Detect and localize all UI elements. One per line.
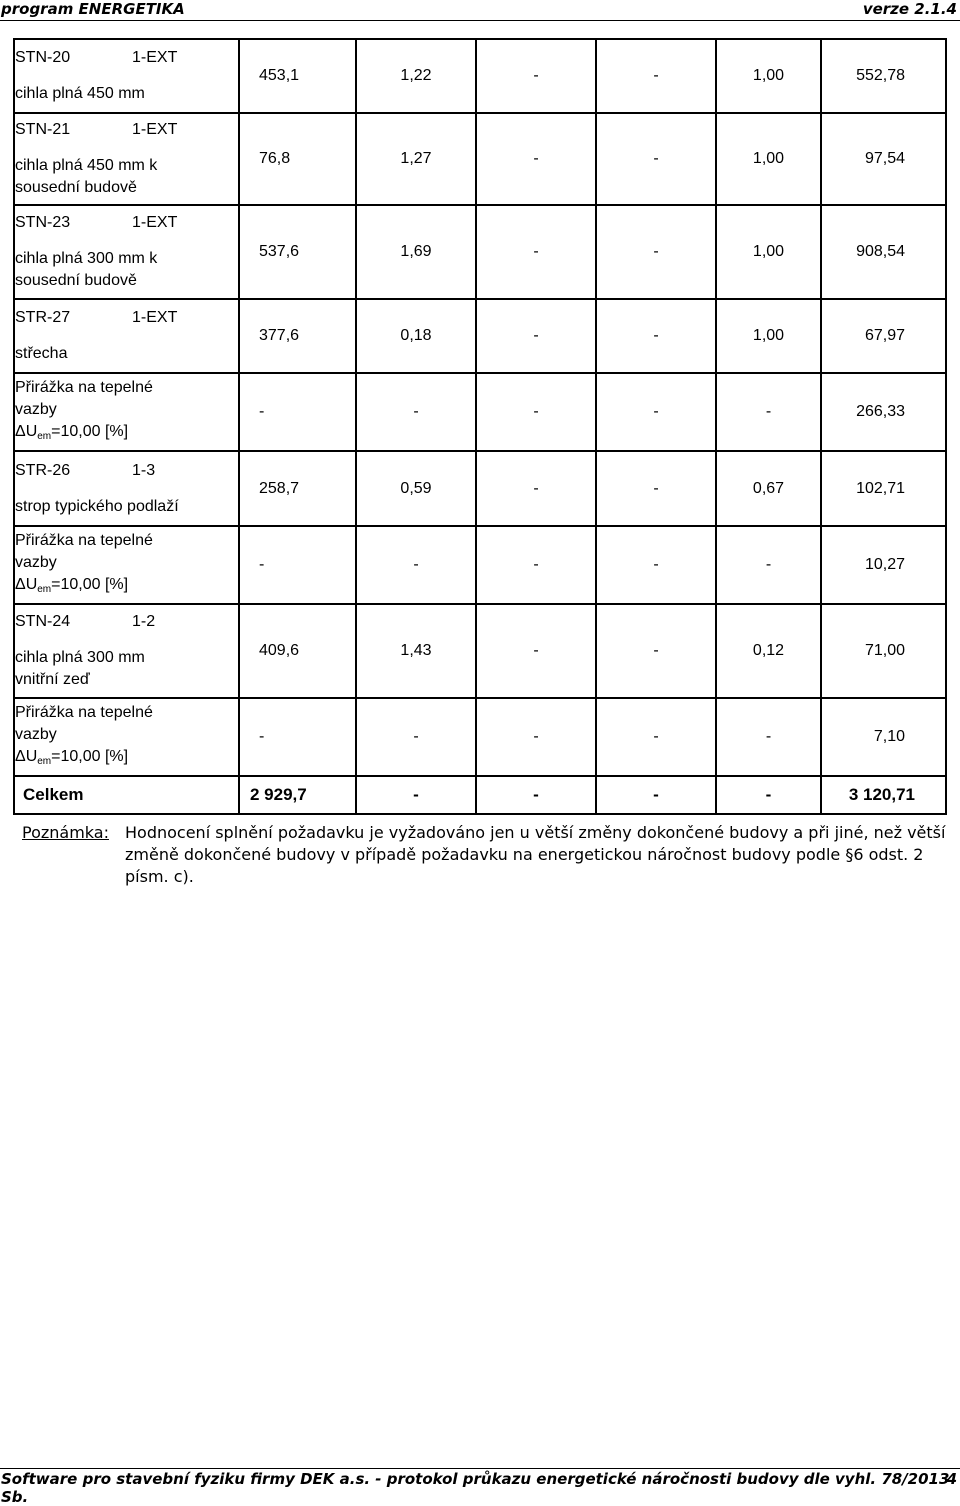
element-description: sousední budově	[15, 179, 137, 196]
element-description: strop typického podlaží	[15, 497, 179, 515]
value-cell: 908,54	[821, 205, 946, 299]
element-id-line	[15, 460, 238, 482]
value-cell: -	[476, 451, 596, 526]
element-type: 1-3	[132, 461, 156, 479]
value-cell: -	[239, 698, 356, 776]
element-id-line	[15, 47, 238, 69]
value-cell: 0,18	[356, 299, 476, 373]
element-code: STN-20	[15, 49, 71, 66]
value-cell: 7,10	[821, 698, 946, 776]
value-cell: 409,6	[239, 604, 356, 698]
total-value: -	[356, 776, 476, 814]
value-cell: -	[716, 373, 821, 451]
value-cell: 1,22	[356, 39, 476, 113]
value-cell: 552,78	[821, 39, 946, 113]
surcharge-label: Přirážka na tepelné	[15, 703, 153, 721]
delta-u-value: =10,00 [%]	[51, 747, 129, 765]
value-cell: -	[476, 39, 596, 113]
element-description: vnitřní zeď	[15, 671, 90, 688]
page-header	[0, 0, 960, 21]
value-cell: 10,27	[821, 526, 946, 604]
element-description: cihla plná 300 mm	[15, 649, 145, 666]
table-row	[14, 451, 946, 526]
program-name: program ENERGETIKA	[1, 0, 185, 18]
value-cell: -	[239, 373, 356, 451]
table-row	[14, 205, 946, 299]
element-type: 1-2	[132, 613, 156, 630]
table-row	[14, 373, 946, 451]
value-cell: -	[476, 373, 596, 451]
element-type: 1-EXT	[132, 121, 178, 138]
delta-u: ΔU	[15, 747, 38, 765]
value-cell: -	[356, 373, 476, 451]
element-cell	[14, 373, 239, 451]
table-row	[14, 39, 946, 113]
table-row	[14, 113, 946, 205]
program-version: verze 2.1.4	[862, 0, 957, 18]
value-cell: -	[596, 113, 716, 205]
surcharge-label-2: vazby	[15, 725, 57, 743]
value-cell: -	[476, 526, 596, 604]
delta-u-sub: em	[37, 583, 52, 595]
value-cell: 97,54	[821, 113, 946, 205]
value-cell: 1,00	[716, 113, 821, 205]
note-label: Poznámka:	[22, 823, 109, 842]
value-cell: -	[476, 205, 596, 299]
delta-u-sub: em	[37, 430, 52, 442]
page-footer	[0, 1468, 960, 1506]
value-cell: -	[596, 373, 716, 451]
element-cell	[14, 205, 239, 299]
footer-text: Software pro stavební fyziku firmy DEK a.s. - protokol průkazu energetické náročnosti budovy dle vyhl. 78/2013 Sb.	[1, 1470, 950, 1506]
value-cell: 1,69	[356, 205, 476, 299]
delta-u-sub: em	[37, 755, 52, 767]
value-cell: 76,8	[239, 113, 356, 205]
table-row	[14, 526, 946, 604]
value-cell: 71,00	[821, 604, 946, 698]
table-row	[14, 698, 946, 776]
note-text: Hodnocení splnění požadavku je vyžadováno jen u větší změny dokončené budovy a při jiné, než větší změně dokončené budovy v případě požadavku na energetickou náročnost budovy podle §6 odst. 2 písm. c).	[125, 823, 946, 886]
total-value: 2 929,7	[239, 776, 356, 814]
value-cell: -	[476, 698, 596, 776]
total-row	[14, 776, 946, 814]
element-description: cihla plná 450 mm	[15, 85, 145, 102]
element-cell	[14, 39, 239, 113]
surcharge-label: Přirážka na tepelné	[15, 531, 153, 549]
value-cell: 1,00	[716, 39, 821, 113]
energy-table	[13, 38, 947, 815]
total-value: 3 120,71	[821, 776, 946, 814]
delta-u-value: =10,00 [%]	[51, 422, 129, 440]
element-cell	[14, 526, 239, 604]
element-id-line	[15, 307, 238, 329]
delta-u-line	[15, 574, 238, 601]
total-value: -	[476, 776, 596, 814]
total-value: -	[596, 776, 716, 814]
value-cell: -	[716, 698, 821, 776]
note	[22, 822, 947, 888]
delta-u-line	[15, 746, 238, 773]
delta-u-line	[15, 421, 238, 448]
element-cell	[14, 604, 239, 698]
total-label: Celkem	[14, 776, 239, 814]
value-cell: 453,1	[239, 39, 356, 113]
element-code: STN-21	[15, 121, 71, 138]
element-cell	[14, 113, 239, 205]
element-description: cihla plná 450 mm k	[15, 157, 158, 174]
value-cell: 0,12	[716, 604, 821, 698]
value-cell: 0,67	[716, 451, 821, 526]
delta-u-value: =10,00 [%]	[51, 575, 129, 593]
value-cell: -	[596, 39, 716, 113]
element-type: 1-EXT	[132, 309, 178, 326]
value-cell: -	[596, 604, 716, 698]
value-cell: 0,59	[356, 451, 476, 526]
delta-u: ΔU	[15, 422, 38, 440]
value-cell: -	[239, 526, 356, 604]
value-cell: 67,97	[821, 299, 946, 373]
element-description: střecha	[15, 345, 68, 362]
element-cell	[14, 698, 239, 776]
value-cell: -	[716, 526, 821, 604]
value-cell: -	[476, 113, 596, 205]
element-cell	[14, 451, 239, 526]
value-cell: 1,00	[716, 299, 821, 373]
value-cell: 1,43	[356, 604, 476, 698]
value-cell: -	[596, 205, 716, 299]
element-code: STR-27	[15, 309, 71, 326]
value-cell: 1,00	[716, 205, 821, 299]
element-cell	[14, 299, 239, 373]
surcharge-label-2: vazby	[15, 553, 57, 571]
value-cell: 377,6	[239, 299, 356, 373]
value-cell: -	[356, 698, 476, 776]
element-code: STR-26	[15, 461, 71, 479]
element-description: cihla plná 300 mm k	[15, 250, 158, 267]
table-row	[14, 299, 946, 373]
element-type: 1-EXT	[132, 214, 178, 231]
total-value: -	[716, 776, 821, 814]
value-cell: -	[596, 451, 716, 526]
element-id-line	[15, 611, 238, 633]
element-id-line	[15, 119, 238, 141]
value-cell: 1,27	[356, 113, 476, 205]
value-cell: 102,71	[821, 451, 946, 526]
value-cell: -	[596, 299, 716, 373]
value-cell: -	[356, 526, 476, 604]
element-code: STN-23	[15, 214, 71, 231]
value-cell: 537,6	[239, 205, 356, 299]
element-type: 1-EXT	[132, 49, 178, 66]
value-cell: -	[596, 698, 716, 776]
value-cell: 258,7	[239, 451, 356, 526]
value-cell: -	[596, 526, 716, 604]
table-row	[14, 604, 946, 698]
delta-u: ΔU	[15, 575, 38, 593]
element-description: sousední budově	[15, 272, 137, 289]
element-code: STN-24	[15, 613, 71, 630]
element-id-line	[15, 212, 238, 234]
value-cell: -	[476, 604, 596, 698]
value-cell: 266,33	[821, 373, 946, 451]
value-cell: -	[476, 299, 596, 373]
surcharge-label-2: vazby	[15, 400, 57, 418]
surcharge-label: Přirážka na tepelné	[15, 378, 153, 396]
page-number: 4	[946, 1470, 957, 1488]
